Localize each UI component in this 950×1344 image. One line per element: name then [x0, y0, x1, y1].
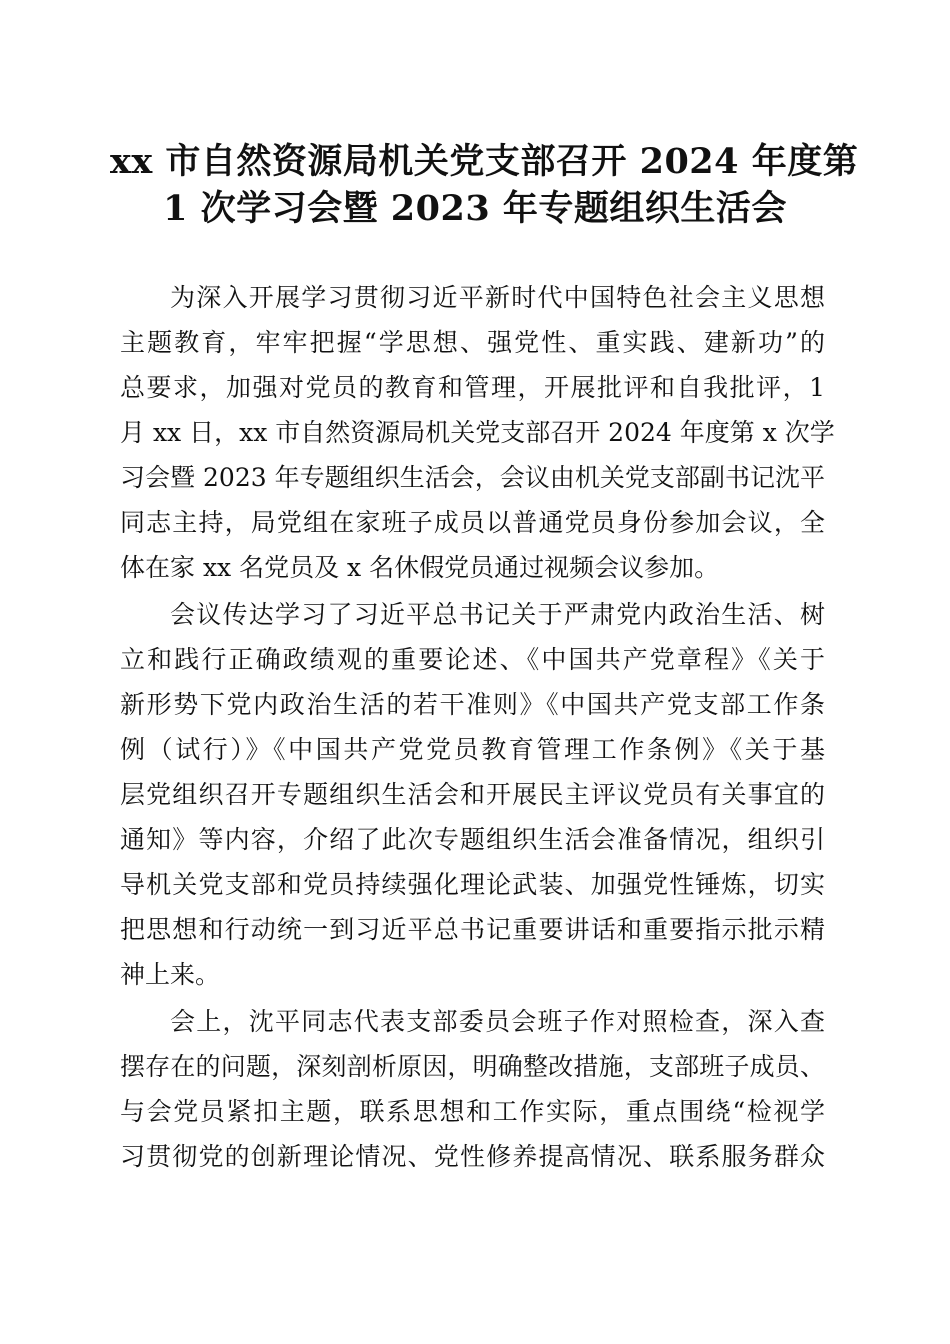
paragraph-1	[120, 275, 835, 590]
text-line: 主题教育，牢牢把握“学思想、强党性、重实践、建新功”的	[120, 328, 825, 357]
text-line: 总要求，加强对党员的教育和管理，开展批评和自我批评，1	[120, 373, 825, 402]
text-line: 立和践行正确政绩观的重要论述、《中国共产党章程》《关于	[120, 645, 825, 674]
text-line: 导机关党支部和党员持续强化理论武装、加强党性锤炼，切实	[120, 870, 825, 899]
text-line: 通知》等内容，介绍了此次专题组织生活会准备情况，组织引	[120, 825, 825, 854]
text-line: 与会党员紧扣主题，联系思想和工作实际，重点围绕“检视学	[120, 1097, 825, 1126]
title-line-1: xx 市自然资源局机关党支部召开 2024 年度第	[110, 141, 859, 182]
text-line: 摆存在的问题，深刻剖析原因，明确整改措施，支部班子成员、	[120, 1052, 825, 1081]
document-body	[120, 275, 835, 1181]
text-line: 习会暨 2023 年专题组织生活会，会议由机关党支部副书记沈平	[120, 463, 825, 492]
text-line: 层党组织召开专题组织生活会和开展民主评议党员有关事宜的	[120, 780, 825, 809]
text-line: 把思想和行动统一到习近平总书记重要讲话和重要指示批示精	[120, 915, 825, 944]
document-title	[110, 138, 859, 232]
text-line: 例（试行）》《中国共产党党员教育管理工作条例》《关于基	[120, 735, 825, 764]
title-line-2: 1 次学习会暨 2023 年专题组织生活会	[163, 188, 787, 229]
text-line: 会议传达学习了习近平总书记关于严肃党内政治生活、树	[170, 600, 825, 629]
paragraph-3	[120, 999, 825, 1179]
text-line: 新形势下党内政治生活的若干准则》《中国共产党支部工作条	[120, 690, 825, 719]
text-line: 会上，沈平同志代表支部委员会班子作对照检查，深入查	[170, 1007, 825, 1036]
paragraph-2	[120, 592, 825, 997]
text-line: 月 xx 日，xx 市自然资源局机关党支部召开 2024 年度第 x 次学	[120, 418, 835, 447]
text-line: 神上来。	[120, 960, 221, 989]
text-line: 习贯彻党的创新理论情况、党性修养提高情况、联系服务群众	[120, 1142, 825, 1171]
text-line: 同志主持，局党组在家班子成员以普通党员身份参加会议，全	[120, 508, 825, 537]
text-line: 体在家 xx 名党员及 x 名休假党员通过视频会议参加。	[120, 553, 720, 582]
text-line: 为深入开展学习贯彻习近平新时代中国特色社会主义思想	[170, 283, 825, 312]
